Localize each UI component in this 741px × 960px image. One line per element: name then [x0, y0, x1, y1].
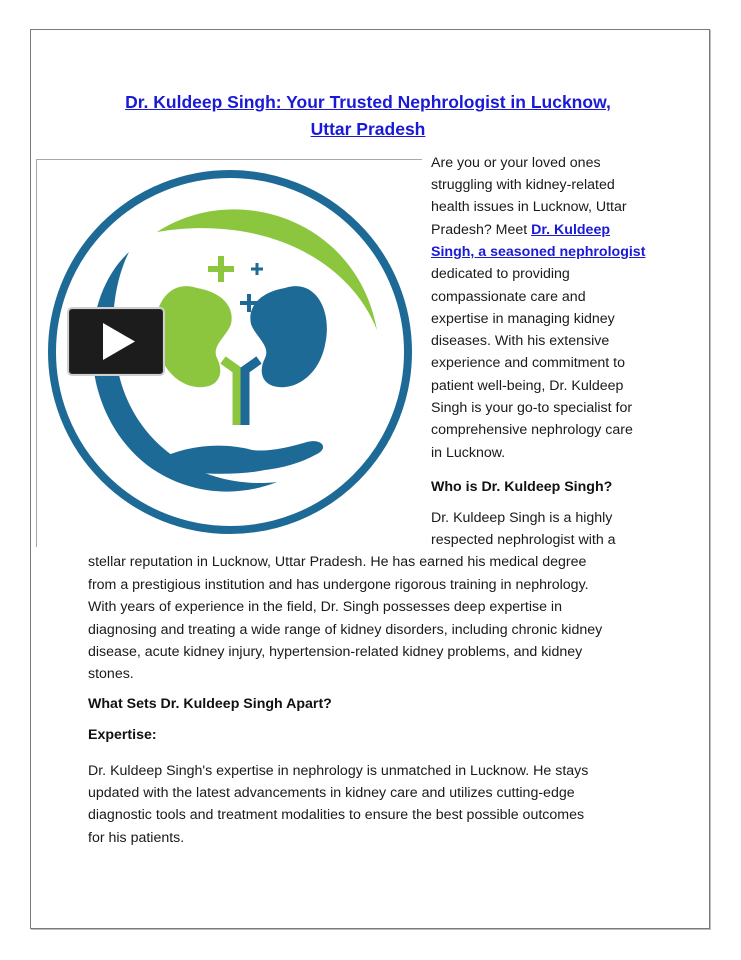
- who-line-7: disease, acute kidney injury, hypertension-related kidney problems, and kidney: [88, 644, 583, 660]
- intro-line-8: expertise in managing kidney: [431, 311, 615, 327]
- expertise-line-1: Dr. Kuldeep Singh's expertise in nephrology is unmatched in Lucknow. He stays: [88, 763, 589, 779]
- intro-line-11: patient well-being, Dr. Kuldeep: [431, 378, 624, 394]
- intro-line-6: dedicated to providing: [431, 266, 570, 282]
- doctor-link-cont[interactable]: Singh, a seasoned nephrologist: [431, 244, 646, 260]
- intro-line-10: experience and commitment to: [431, 355, 625, 371]
- who-line-3: stellar reputation in Lucknow, Uttar Pradesh. He has earned his medical degree: [88, 554, 587, 570]
- intro-line-12: Singh is your go-to specialist for: [431, 400, 633, 416]
- expertise-line-2: updated with the latest advancements in kidney care and utilizes cutting-edge: [88, 785, 575, 801]
- intro-line-1: Are you or your loved ones: [431, 155, 601, 171]
- who-line-6: diagnosing and treating a wide range of kidney disorders, including chronic kidney: [88, 622, 603, 638]
- intro-line-7: compassionate care and: [431, 289, 586, 305]
- page-title-line-1[interactable]: Dr. Kuldeep Singh: Your Trusted Nephrologist in Lucknow,: [125, 92, 611, 112]
- intro-line-14: in Lucknow.: [431, 445, 506, 461]
- play-button[interactable]: [67, 307, 165, 376]
- intro-line-2: struggling with kidney-related: [431, 177, 615, 193]
- intro-text: Pradesh? Meet: [431, 222, 532, 238]
- intro-line-13: comprehensive nephrology care: [431, 422, 633, 438]
- section-heading-apart: What Sets Dr. Kuldeep Singh Apart?: [88, 696, 332, 712]
- subheading-expertise: Expertise:: [88, 727, 157, 743]
- section-heading-who: Who is Dr. Kuldeep Singh?: [431, 479, 613, 495]
- who-line-1: Dr. Kuldeep Singh is a highly: [431, 510, 613, 526]
- play-icon: [67, 307, 165, 376]
- expertise-line-4: for his patients.: [88, 830, 185, 846]
- intro-line-9: diseases. With his extensive: [431, 333, 610, 349]
- intro-line-3: health issues in Lucknow, Uttar: [431, 199, 627, 215]
- who-line-2: respected nephrologist with a: [431, 532, 616, 548]
- expertise-line-3: diagnostic tools and treatment modalities to ensure the best possible outcomes: [88, 807, 585, 823]
- doctor-link[interactable]: Dr. Kuldeep: [531, 222, 611, 238]
- intro-line-4: [431, 219, 610, 241]
- who-line-5: With years of experience in the field, Dr. Singh possesses deep expertise in: [88, 599, 562, 615]
- who-line-4: from a prestigious institution and has undergone rigorous training in nephrology.: [88, 577, 589, 593]
- page-title-line-2[interactable]: Uttar Pradesh: [310, 119, 426, 139]
- intro-line-5: [431, 241, 645, 263]
- who-line-8: stones.: [88, 666, 134, 682]
